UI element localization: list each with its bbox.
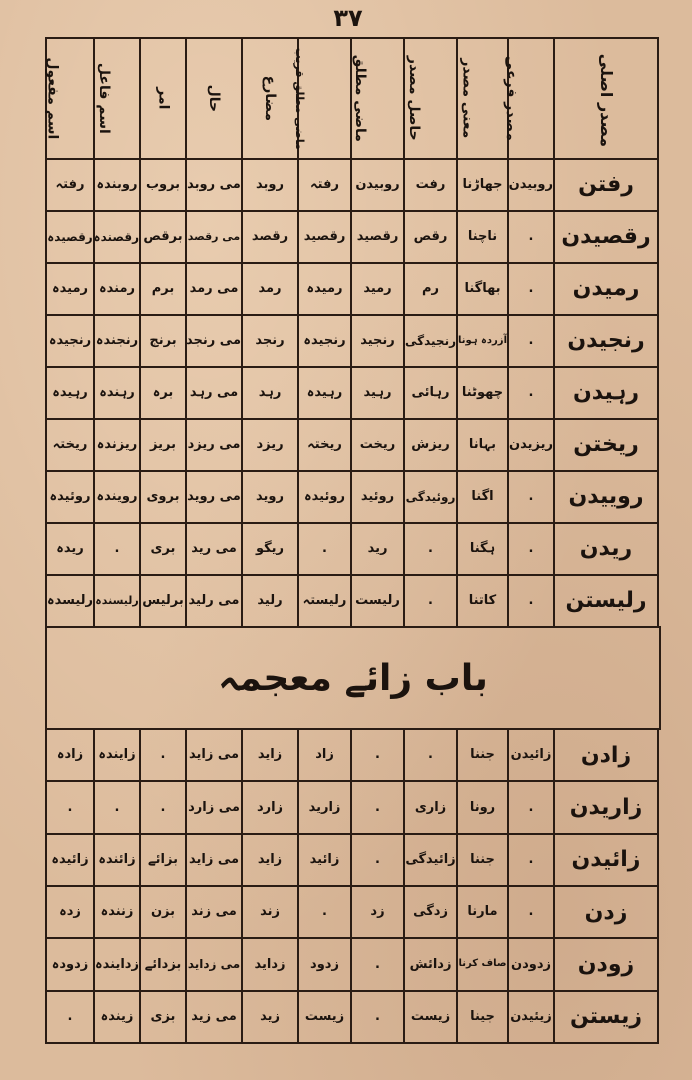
- conjugation-cell: رلیسندہ: [94, 575, 140, 627]
- infinitive-cell: ریختن: [554, 419, 658, 471]
- infinitive-cell: زودن: [554, 938, 658, 990]
- conjugation-cell: رہیدہ: [46, 367, 94, 419]
- conjugation-cell: می روید: [186, 471, 242, 523]
- verb-table-section-2: [45, 728, 659, 1044]
- conjugation-cell: روبیدن: [508, 159, 554, 211]
- conjugation-cell: زارد: [242, 781, 298, 833]
- conjugation-cell: رقصندہ: [94, 211, 140, 263]
- conjugation-cell: .: [351, 834, 404, 886]
- conjugation-cell: ریزش: [404, 419, 457, 471]
- conjugation-cell: ہگنا: [457, 523, 508, 575]
- table-row: [46, 886, 658, 938]
- conjugation-cell: رقصید: [298, 211, 351, 263]
- table-row: [46, 471, 658, 523]
- header-row-table: [45, 37, 659, 160]
- infinitive-cell: رفتن: [554, 159, 658, 211]
- conjugation-cell: می رمد: [186, 263, 242, 315]
- conjugation-cell: .: [46, 991, 94, 1043]
- conjugation-cell: می زداید: [186, 938, 242, 990]
- conjugation-cell: بری: [140, 523, 186, 575]
- conjugation-cell: .: [140, 729, 186, 781]
- conjugation-cell: بزدائے: [140, 938, 186, 990]
- conjugation-cell: می روبد: [186, 159, 242, 211]
- conjugation-cell: زیست: [298, 991, 351, 1043]
- header-label: اسم مفعول: [44, 57, 61, 140]
- header-label: معنی مصدر: [459, 58, 476, 139]
- conjugation-cell: می رید: [186, 523, 242, 575]
- conjugation-cell: رنجیدگی: [404, 315, 457, 367]
- conjugation-cell: .: [351, 781, 404, 833]
- conjugation-cell: بزن: [140, 886, 186, 938]
- conjugation-cell: زائیدن: [508, 729, 554, 781]
- conjugation-cell: می زارد: [186, 781, 242, 833]
- infinitive-cell: زائیدن: [554, 834, 658, 886]
- conjugation-cell: برلیس: [140, 575, 186, 627]
- table-row: [46, 991, 658, 1043]
- conjugation-cell: جھاڑنا: [457, 159, 508, 211]
- conjugation-cell: .: [351, 729, 404, 781]
- header-cell: [186, 38, 242, 159]
- conjugation-cell: برنج: [140, 315, 186, 367]
- conjugation-cell: رلیسدہ: [46, 575, 94, 627]
- header-label: اسم فاعل: [95, 63, 112, 134]
- conjugation-cell: می زید: [186, 991, 242, 1043]
- conjugation-cell: رقص: [404, 211, 457, 263]
- infinitive-cell: رقصیدن: [554, 211, 658, 263]
- conjugation-cell: .: [508, 263, 554, 315]
- conjugation-cell: رمیدہ: [298, 263, 351, 315]
- conjugation-cell: رقصد: [242, 211, 298, 263]
- conjugation-cell: می رلید: [186, 575, 242, 627]
- conjugation-cell: زدودن: [508, 938, 554, 990]
- conjugation-cell: رمندہ: [94, 263, 140, 315]
- conjugation-cell: اگنا: [457, 471, 508, 523]
- conjugation-cell: .: [508, 781, 554, 833]
- table-row: [46, 575, 658, 627]
- conjugation-cell: رہیدہ: [298, 367, 351, 419]
- conjugation-cell: برم: [140, 263, 186, 315]
- header-label: امر: [155, 87, 172, 110]
- conjugation-cell: رفتہ: [298, 159, 351, 211]
- conjugation-cell: .: [298, 523, 351, 575]
- infinitive-cell: ریدن: [554, 523, 658, 575]
- conjugation-cell: .: [94, 781, 140, 833]
- conjugation-cell: زائندہ: [94, 834, 140, 886]
- conjugation-cell: رنجد: [242, 315, 298, 367]
- table-row: [46, 263, 658, 315]
- conjugation-cell: آزردہ ہونا: [457, 315, 508, 367]
- conjugation-cell: رہید: [351, 367, 404, 419]
- conjugation-cell: .: [508, 211, 554, 263]
- conjugation-cell: می رہد: [186, 367, 242, 419]
- conjugation-cell: مارنا: [457, 886, 508, 938]
- conjugation-cell: .: [404, 523, 457, 575]
- conjugation-cell: بھاگنا: [457, 263, 508, 315]
- conjugation-cell: زدگی: [404, 886, 457, 938]
- header-row: [46, 38, 658, 159]
- conjugation-cell: روئیدگی: [404, 471, 457, 523]
- conjugation-cell: بروی: [140, 471, 186, 523]
- conjugation-cell: می زاید: [186, 729, 242, 781]
- conjugation-cell: ریختہ: [298, 419, 351, 471]
- table-row: [46, 523, 658, 575]
- conjugation-cell: زاید: [242, 729, 298, 781]
- conjugation-cell: رونا: [457, 781, 508, 833]
- conjugation-cell: روئید: [351, 471, 404, 523]
- table-row: [46, 159, 658, 211]
- table-row: [46, 211, 658, 263]
- conjugation-cell: می زاید: [186, 834, 242, 886]
- conjugation-cell: کاتنا: [457, 575, 508, 627]
- verb-table-section-1: [45, 158, 659, 628]
- infinitive-cell: رلیستن: [554, 575, 658, 627]
- conjugation-cell: جننا: [457, 729, 508, 781]
- conjugation-cell: زایندہ: [94, 729, 140, 781]
- table-row: [46, 834, 658, 886]
- conjugation-cell: ریزندہ: [94, 419, 140, 471]
- conjugation-cell: زاید: [242, 834, 298, 886]
- conjugation-cell: روبد: [242, 159, 298, 211]
- conjugation-cell: رلیستہ: [298, 575, 351, 627]
- conjugation-cell: .: [508, 523, 554, 575]
- conjugation-cell: رلیست: [351, 575, 404, 627]
- conjugation-cell: رہندہ: [94, 367, 140, 419]
- conjugation-cell: جینا: [457, 991, 508, 1043]
- header-label: مصدر فرعی: [502, 55, 519, 142]
- conjugation-cell: روبندہ: [94, 159, 140, 211]
- infinitive-cell: رنجیدن: [554, 315, 658, 367]
- conjugation-cell: روئیدہ: [46, 471, 94, 523]
- conjugation-cell: .: [508, 367, 554, 419]
- conjugation-cell: زند: [242, 886, 298, 938]
- conjugation-cell: زیندہ: [94, 991, 140, 1043]
- conjugation-cell: .: [508, 886, 554, 938]
- conjugation-cell: زداید: [242, 938, 298, 990]
- infinitive-cell: زادن: [554, 729, 658, 781]
- conjugation-cell: رہد: [242, 367, 298, 419]
- conjugation-cell: ریگو: [242, 523, 298, 575]
- conjugation-cell: رنجیدہ: [46, 315, 94, 367]
- conjugation-cell: برہ: [140, 367, 186, 419]
- header-label: حاصل مصدر: [405, 56, 422, 141]
- conjugation-cell: ریختہ: [46, 419, 94, 471]
- conjugation-cell: .: [508, 471, 554, 523]
- conjugation-cell: .: [404, 575, 457, 627]
- conjugation-cell: رمیدہ: [46, 263, 94, 315]
- conjugation-cell: .: [508, 315, 554, 367]
- conjugation-cell: می زند: [186, 886, 242, 938]
- conjugation-cell: زدائش: [404, 938, 457, 990]
- infinitive-cell: زیستن: [554, 991, 658, 1043]
- conjugation-cell: رہائی: [404, 367, 457, 419]
- section-title: باب زائے معجمہ: [218, 657, 488, 699]
- table-row: [46, 367, 658, 419]
- section-banner: [45, 626, 661, 730]
- conjugation-cell: بزی: [140, 991, 186, 1043]
- conjugation-cell: ریدہ: [46, 523, 94, 575]
- conjugation-cell: رمید: [351, 263, 404, 315]
- conjugation-cell: رویندہ: [94, 471, 140, 523]
- infinitive-cell: روییدن: [554, 471, 658, 523]
- conjugation-cell: زاری: [404, 781, 457, 833]
- infinitive-cell: رمیدن: [554, 263, 658, 315]
- header-cell: [502, 38, 554, 159]
- conjugation-cell: .: [351, 991, 404, 1043]
- conjugation-cell: برقص: [140, 211, 186, 263]
- conjugation-cell: ناچنا: [457, 211, 508, 263]
- conjugation-cell: زائید: [298, 834, 351, 886]
- conjugation-cell: زد: [351, 886, 404, 938]
- header-cell: [140, 38, 186, 159]
- conjugation-cell: بہانا: [457, 419, 508, 471]
- conjugation-cell: .: [140, 781, 186, 833]
- conjugation-cell: رمد: [242, 263, 298, 315]
- conjugation-cell: صاف کرنا: [457, 938, 508, 990]
- conjugation-cell: زائیدگی: [404, 834, 457, 886]
- conjugation-cell: بریز: [140, 419, 186, 471]
- header-label: حال: [206, 84, 223, 113]
- table-row: [46, 419, 658, 471]
- conjugation-cell: روئیدہ: [298, 471, 351, 523]
- conjugation-cell: جننا: [457, 834, 508, 886]
- infinitive-cell: زاریدن: [554, 781, 658, 833]
- conjugation-cell: .: [404, 729, 457, 781]
- conjugation-cell: زیئیدن: [508, 991, 554, 1043]
- conjugation-cell: زدایندہ: [94, 938, 140, 990]
- conjugation-cell: .: [508, 834, 554, 886]
- table-row: [46, 315, 658, 367]
- conjugation-cell: زائیدہ: [46, 834, 94, 886]
- conjugation-cell: زادہ: [46, 729, 94, 781]
- conjugation-cell: زارید: [298, 781, 351, 833]
- conjugation-cell: ریخت: [351, 419, 404, 471]
- conjugation-cell: بزائے: [140, 834, 186, 886]
- conjugation-cell: رفت: [404, 159, 457, 211]
- conjugation-cell: زنندہ: [94, 886, 140, 938]
- header-label: ماضی مطلق: [351, 54, 368, 143]
- conjugation-cell: .: [46, 781, 94, 833]
- conjugation-cell: رقصیدہ: [46, 211, 94, 263]
- conjugation-cell: روید: [242, 471, 298, 523]
- conjugation-cell: .: [298, 886, 351, 938]
- conjugation-cell: رید: [351, 523, 404, 575]
- conjugation-cell: زید: [242, 991, 298, 1043]
- conjugation-cell: زیست: [404, 991, 457, 1043]
- conjugation-cell: می رقصد: [186, 211, 242, 263]
- header-label: مصدر اصلی: [597, 53, 617, 148]
- conjugation-cell: رم: [404, 263, 457, 315]
- header-cell: [554, 38, 658, 159]
- conjugation-cell: می رنجد: [186, 315, 242, 367]
- conjugation-cell: بروب: [140, 159, 186, 211]
- page-number: ۳۷: [333, 4, 363, 32]
- conjugation-cell: ریزیدن: [508, 419, 554, 471]
- conjugation-cell: .: [508, 575, 554, 627]
- conjugation-cell: .: [94, 523, 140, 575]
- table-row: [46, 938, 658, 990]
- table-row: [46, 729, 658, 781]
- header-cell: [94, 38, 140, 159]
- conjugation-cell: رنجید: [351, 315, 404, 367]
- conjugation-cell: چھوٹنا: [457, 367, 508, 419]
- conjugation-cell: ریزد: [242, 419, 298, 471]
- conjugation-cell: زدہ: [46, 886, 94, 938]
- conjugation-cell: روبیدن: [351, 159, 404, 211]
- conjugation-cell: زدودہ: [46, 938, 94, 990]
- infinitive-cell: زدن: [554, 886, 658, 938]
- header-label: مضارع: [262, 75, 279, 122]
- conjugation-cell: رقصید: [351, 211, 404, 263]
- conjugation-cell: زاد: [298, 729, 351, 781]
- conjugation-cell: .: [351, 938, 404, 990]
- conjugation-cell: می ریزد: [186, 419, 242, 471]
- conjugation-cell: رنجندہ: [94, 315, 140, 367]
- conjugation-cell: رفتہ: [46, 159, 94, 211]
- header-cell: [242, 38, 298, 159]
- conjugation-cell: رنجیدہ: [298, 315, 351, 367]
- conjugation-cell: رلید: [242, 575, 298, 627]
- header-label: ماضی مطلق قریب: [292, 47, 306, 150]
- table-row: [46, 781, 658, 833]
- infinitive-cell: رہیدن: [554, 367, 658, 419]
- conjugation-cell: زدود: [298, 938, 351, 990]
